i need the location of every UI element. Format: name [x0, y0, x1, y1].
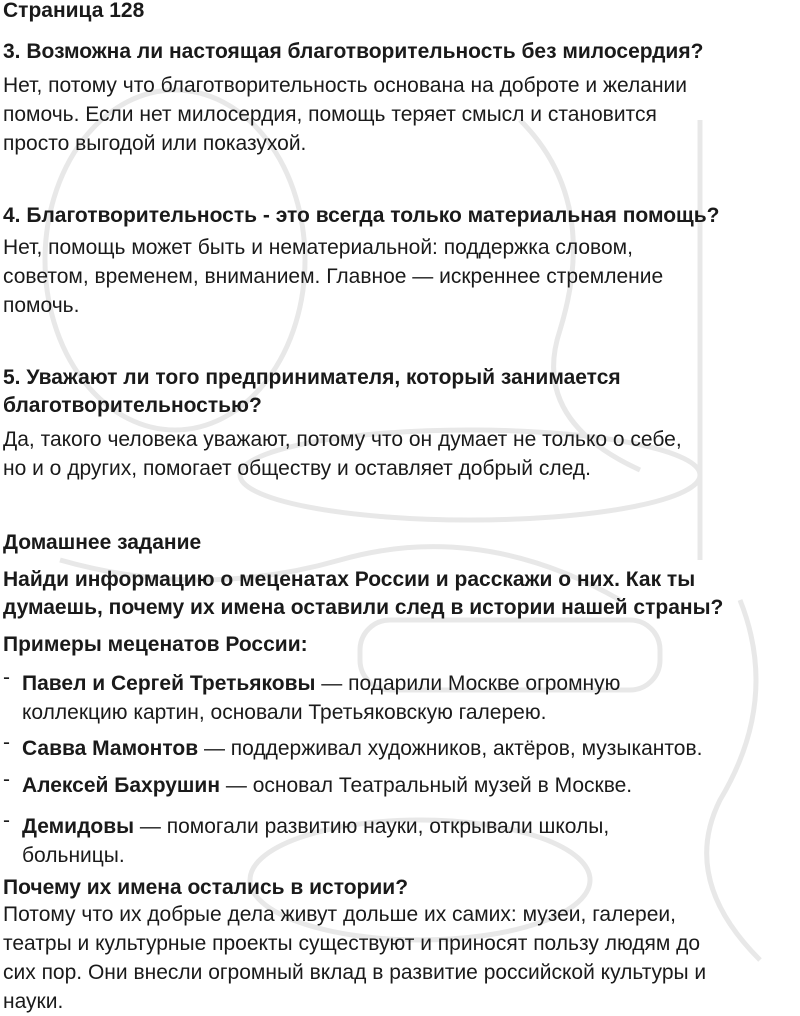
why-heading: Почему их имена остались в истории? — [3, 876, 409, 899]
answer-line: Нет, помощь может быть и нематериальной: поддержка словом, — [3, 236, 633, 259]
homework-task-line-1: Найди информацию о меценатах России и расскажи о них. Как ты — [3, 568, 696, 591]
question-4-answer — [3, 233, 663, 320]
patron-name: Алексей Бахрушин — [22, 774, 221, 797]
examples-heading: Примеры меценатов России: — [3, 633, 308, 656]
why-line: сих пор. Они внесли огромный вклад в развитие российской культуры и — [3, 961, 707, 984]
patron-name: Павел и Сергей Третьяковы — [22, 672, 316, 695]
page-label: Страница 128 — [3, 0, 145, 22]
why-line: науки. — [3, 990, 64, 1013]
bullet-dash: - — [3, 731, 10, 754]
patron-description: — помогали развитию науки, открывали школы, — [134, 815, 610, 838]
answer-line: помочь. Если нет милосердия, помощь теряет смысл и становится — [3, 103, 657, 126]
answer-line: помочь. — [3, 294, 80, 317]
patron-description-cont: больницы. — [22, 844, 125, 867]
list-item — [3, 768, 798, 800]
list-item — [3, 809, 798, 870]
patron-description: — поддерживал художников, актёров, музыкантов. — [198, 737, 703, 760]
question-5-answer — [3, 425, 682, 483]
homework-task-line-2: думаешь, почему их имена оставили след в истории нашей страны? — [3, 596, 724, 619]
why-text — [3, 900, 706, 1016]
answer-line: советом, временем, вниманием. Главное — искреннее стремление — [3, 265, 664, 288]
patron-name: Савва Мамонтов — [22, 737, 199, 760]
list-item — [3, 731, 798, 763]
answer-line: Нет, потому что благотворительность основана на доброте и желании — [3, 74, 688, 97]
question-3-answer — [3, 71, 687, 158]
question-3-title: 3. Возможна ли настоящая благотворительность без милосердия? — [3, 40, 704, 63]
question-5-title-line-1: 5. Уважают ли того предпринимателя, который занимается — [3, 366, 621, 389]
why-line: театры и культурные проекты существуют и приносят пользу людям до — [3, 932, 701, 955]
homework-heading: Домашнее задание — [3, 531, 202, 554]
answer-line: просто выгодой или показухой. — [3, 132, 307, 155]
patron-name: Демидовы — [22, 815, 135, 838]
patron-description: — подарили Москве огромную — [315, 672, 621, 695]
bullet-dash: - — [3, 809, 10, 832]
bullet-dash: - — [3, 666, 10, 689]
list-item — [3, 666, 798, 727]
patron-description: — основал Театральный музей в Москве. — [220, 774, 633, 797]
answer-line: но и о других, помогает обществу и оставляет добрый след. — [3, 457, 591, 480]
bullet-dash: - — [3, 768, 10, 791]
why-line: Потому что их добрые дела живут дольше их самих: музеи, галереи, — [3, 903, 676, 926]
question-4-title: 4. Благотворительность - это всегда только материальная помощь? — [3, 204, 720, 227]
patron-description-cont: коллекцию картин, основали Третьяковскую галерею. — [22, 701, 547, 724]
question-5-title-line-2: благотворительностью? — [3, 394, 262, 417]
answer-line: Да, такого человека уважают, потому что он думает не только о себе, — [3, 428, 682, 451]
